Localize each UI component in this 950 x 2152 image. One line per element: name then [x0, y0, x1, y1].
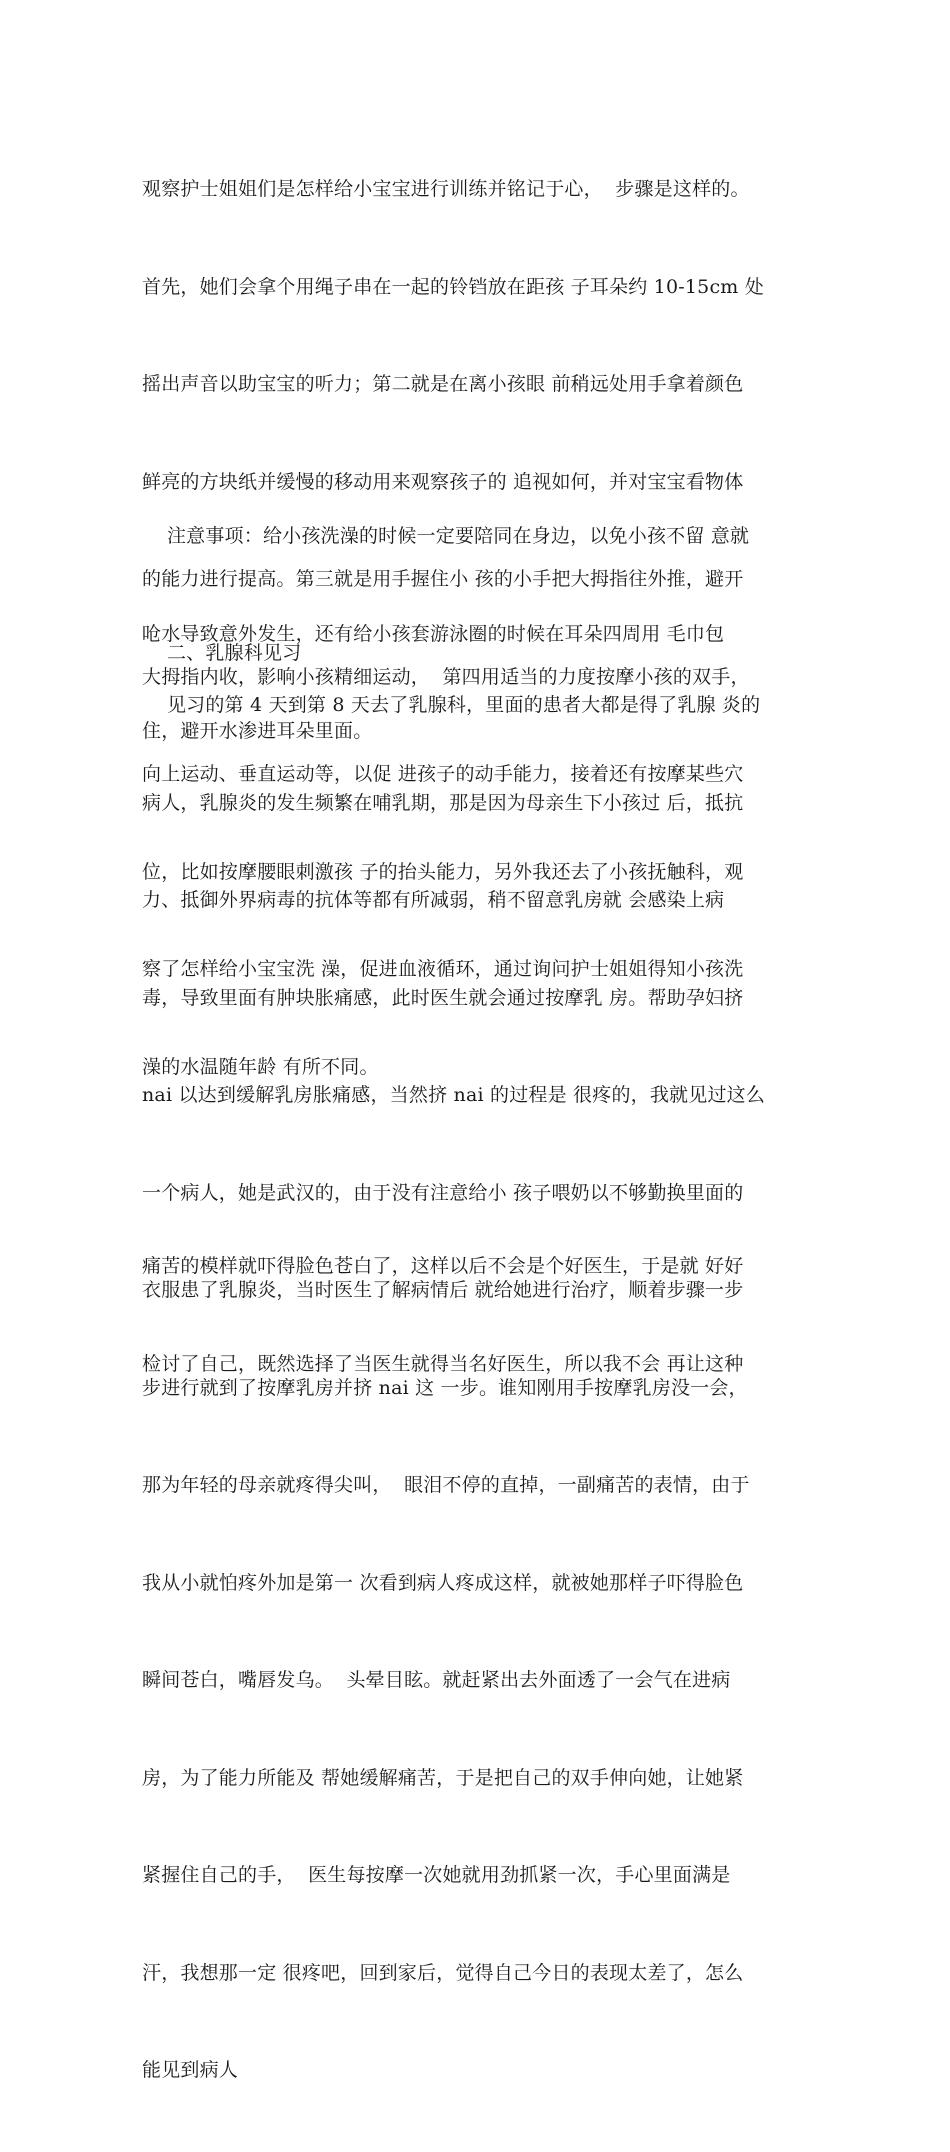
text-line: 毒，导致里面有肿块胀痛感，此时医生就会通过按摩乳 房。帮助孕妇挤 [142, 986, 744, 1009]
paragraph-self-review [142, 1185, 832, 1445]
text-line: 首先，她们会拿个用绳子串在一起的铃铛放在距孩 子耳朵约 10-15cm 处 [142, 275, 764, 298]
text-line: nai 以达到缓解乳房胀痛感，当然挤 nai 的过程是 很疼的，我就见过这么 [142, 1084, 766, 1106]
text-line: 汗，我想那一定 很疼吧，回到家后，觉得自己今日的表现太差了，怎么 [142, 1961, 744, 1984]
text-line: 痛苦的模样就吓得脸色苍白了，这样以后不会是个好医生，于是就 好好 [142, 1255, 744, 1277]
text-line: 向上运动、垂直运动等，以促 进孩子的动手能力，接着还有按摩某些穴 [142, 763, 744, 785]
text-line: 那为年轻的母亲就疼得尖叫， 眼泪不停的直掉，一副痛苦的表情，由于 [142, 1474, 750, 1496]
text-line: 位，比如按摩腰眼刺激孩 子的抬头能力，另外我还去了小孩抚触科，观 [142, 860, 744, 883]
text-line: 住，避开水渗进耳朵里面。 [142, 720, 373, 742]
text-line: 见习的第 4 天到第 8 天去了乳腺科，里面的患者大都是得了乳腺 炎的 [142, 694, 761, 716]
text-line: 鲜亮的方块纸并缓慢的移动用来观察孩子的 追视如何，并对宝宝看物体 [142, 470, 744, 493]
text-line: 房，为了能力所能及 帮她缓解痛苦，于是把自己的双手伸向她，让她紧 [142, 1766, 744, 1789]
text-line: 衣服患了乳腺炎，当时医生了解病情后 就给她进行治疗，顺着步骤一步 [142, 1279, 744, 1301]
text-line: 检讨了自己，既然选择了当医生就得当名好医生，所以我不会 再让这种 [142, 1352, 744, 1375]
text-line: 力、抵御外界病毒的抗体等都有所减弱，稍不留意乳房就 会感染上病 [142, 889, 725, 911]
text-line: 大拇指内收，影响小孩精细运动， 第四用适当的力度按摩小孩的双手， [142, 665, 750, 688]
text-line: 病人，乳腺炎的发生频繁在哺乳期，那是因为母亲生下小孩过 后，抵抗 [142, 791, 744, 814]
text-line: 能见到病人 [142, 2059, 239, 2081]
text-line: 呛水导致意外发生，还有给小孩套游泳圈的时候在耳朵四周用 毛巾包 [142, 622, 725, 645]
text-line: 一个病人，她是武汉的，由于没有注意给小 孩子喂奶以不够勤换里面的 [142, 1181, 744, 1204]
text-line: 我从小就怕疼外加是第一 次看到病人疼成这样，就被她那样子吓得脸色 [142, 1571, 744, 1594]
text-line: 步进行就到了按摩乳房并挤 nai 这 一步。谁知刚用手按摩乳房没一会， [142, 1376, 748, 1399]
text-line: 注意事项：给小孩洗澡的时候一定要陪同在身边，以免小孩不留 意就 [142, 525, 750, 547]
text-line: 紧握住自己的手， 医生每按摩一次她就用劲抓紧一次，手心里面满是 [142, 1864, 731, 1886]
text-line: 察了怎样给小宝宝洗 澡，促进血液循环，通过询问护士姐姐得知小孩洗 [142, 958, 744, 980]
text-line: 澡的水温随年龄 有所不同。 [142, 1055, 379, 1078]
heading-line: 二、乳腺科见习 [142, 642, 302, 664]
text-line: 摇出声音以助宝宝的听力；第二就是在离小孩眼 前稍远处用手拿着颜色 [142, 373, 744, 395]
text-line: 观察护士姐姐们是怎样给小宝宝进行训练并铭记于心， 步骤是这样的。 [142, 178, 750, 200]
text-line: 瞬间苍白，嘴唇发乌。 头晕目眩。就赶紧出去外面透了一会气在进病 [142, 1669, 731, 1691]
text-line: 的能力进行提高。第三就是用手握住小 孩的小手把大拇指往外推，避开 [142, 568, 744, 590]
